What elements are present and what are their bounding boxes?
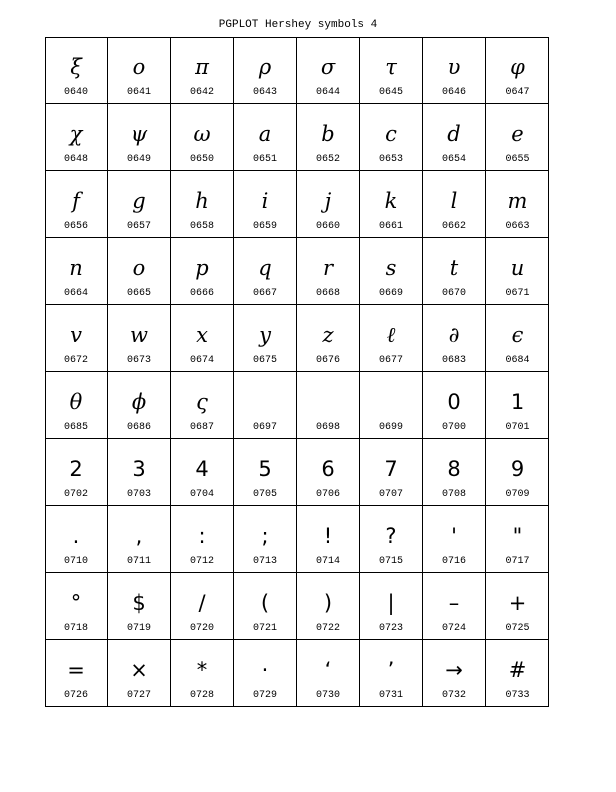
symbol-glyph: ° bbox=[70, 591, 82, 615]
symbol-glyph: . bbox=[72, 524, 80, 548]
symbol-cell bbox=[360, 439, 423, 506]
symbol-code: 0668 bbox=[315, 288, 340, 299]
symbol-cell bbox=[486, 640, 549, 707]
symbol-code: 0647 bbox=[505, 87, 530, 98]
symbol-cell bbox=[423, 506, 486, 573]
symbol-glyph: n bbox=[69, 256, 83, 280]
symbol-cell bbox=[108, 640, 171, 707]
symbol-code: 0720 bbox=[189, 623, 214, 634]
symbol-glyph: ς bbox=[196, 390, 208, 414]
symbol-code: 0726 bbox=[63, 690, 88, 701]
symbol-glyph: 0 bbox=[447, 390, 461, 414]
symbol-code: 0687 bbox=[189, 422, 214, 433]
symbol-code: 0662 bbox=[441, 221, 466, 232]
symbol-glyph: υ bbox=[447, 55, 461, 79]
symbol-cell bbox=[360, 640, 423, 707]
symbol-cell bbox=[486, 104, 549, 171]
symbol-cell bbox=[108, 37, 171, 104]
symbol-cell bbox=[234, 506, 297, 573]
symbol-code: 0640 bbox=[63, 87, 88, 98]
symbol-glyph: , bbox=[135, 524, 143, 548]
symbol-cell bbox=[171, 573, 234, 640]
symbol-code: 0731 bbox=[378, 690, 403, 701]
symbol-code: 0698 bbox=[315, 422, 340, 433]
symbol-glyph bbox=[234, 386, 296, 418]
symbol-cell bbox=[108, 573, 171, 640]
symbol-glyph: s bbox=[385, 256, 397, 280]
symbol-cell bbox=[486, 573, 549, 640]
symbol-code: 0703 bbox=[126, 489, 151, 500]
symbol-code: 0653 bbox=[378, 154, 403, 165]
symbol-glyph bbox=[297, 386, 359, 418]
symbol-code: 0661 bbox=[378, 221, 403, 232]
symbol-code: 0676 bbox=[315, 355, 340, 366]
symbol-glyph: 4 bbox=[195, 457, 209, 481]
symbol-cell bbox=[45, 238, 108, 305]
symbol-code: 0672 bbox=[63, 355, 88, 366]
symbol-glyph: ϕ bbox=[131, 390, 147, 414]
symbol-code: 0702 bbox=[63, 489, 88, 500]
symbol-cell bbox=[360, 506, 423, 573]
symbol-glyph: ω bbox=[193, 122, 211, 146]
symbol-cell bbox=[171, 305, 234, 372]
symbol-code: 0655 bbox=[505, 154, 530, 165]
symbol-glyph: 3 bbox=[132, 457, 146, 481]
symbol-glyph: ℓ bbox=[386, 323, 396, 347]
symbol-glyph: ∂ bbox=[448, 323, 460, 347]
symbol-cell bbox=[45, 640, 108, 707]
symbol-code: 0643 bbox=[252, 87, 277, 98]
symbol-glyph: ρ bbox=[258, 55, 272, 79]
symbol-code: 0645 bbox=[378, 87, 403, 98]
symbol-code: 0646 bbox=[441, 87, 466, 98]
symbol-code: 0727 bbox=[126, 690, 151, 701]
symbol-glyph: ( bbox=[260, 591, 270, 615]
symbol-code: 0716 bbox=[441, 556, 466, 567]
symbol-cell bbox=[234, 439, 297, 506]
symbol-cell bbox=[45, 439, 108, 506]
symbol-glyph: q bbox=[258, 256, 272, 280]
symbol-cell bbox=[297, 372, 360, 439]
symbol-code: 0667 bbox=[252, 288, 277, 299]
symbol-code: 0709 bbox=[505, 489, 530, 500]
symbol-glyph: ο bbox=[132, 55, 146, 79]
symbol-glyph: ' bbox=[451, 524, 457, 548]
symbol-cell bbox=[423, 305, 486, 372]
symbol-glyph: l bbox=[450, 189, 458, 213]
symbol-glyph: ‘ bbox=[324, 658, 332, 682]
symbol-glyph: y bbox=[259, 323, 271, 347]
symbol-cell bbox=[486, 372, 549, 439]
symbol-code: 0663 bbox=[505, 221, 530, 232]
symbol-code: 0710 bbox=[63, 556, 88, 567]
symbol-cell bbox=[234, 37, 297, 104]
symbol-glyph: 9 bbox=[510, 457, 525, 481]
symbol-cell bbox=[234, 171, 297, 238]
symbol-code: 0683 bbox=[441, 355, 466, 366]
symbol-code: 0664 bbox=[63, 288, 88, 299]
symbol-code: 0670 bbox=[441, 288, 466, 299]
symbol-code: 0728 bbox=[189, 690, 214, 701]
symbol-glyph: t bbox=[449, 256, 459, 280]
symbol-cell bbox=[45, 104, 108, 171]
symbol-cell bbox=[486, 37, 549, 104]
symbol-code: 0714 bbox=[315, 556, 340, 567]
symbol-glyph: | bbox=[387, 591, 395, 615]
symbol-code: 0732 bbox=[441, 690, 466, 701]
symbol-code: 0677 bbox=[378, 355, 403, 366]
symbol-code: 0705 bbox=[252, 489, 277, 500]
symbol-cell bbox=[108, 171, 171, 238]
symbol-glyph: a bbox=[258, 122, 272, 146]
symbol-code: 0708 bbox=[441, 489, 466, 500]
symbol-glyph: h bbox=[195, 189, 209, 213]
symbol-glyph: g bbox=[132, 189, 146, 213]
symbol-cell bbox=[45, 37, 108, 104]
symbol-code: 0673 bbox=[126, 355, 151, 366]
symbol-cell bbox=[45, 305, 108, 372]
symbol-code: 0699 bbox=[378, 422, 403, 433]
symbol-glyph: 8 bbox=[447, 457, 461, 481]
symbol-cell bbox=[45, 171, 108, 238]
symbol-code: 0723 bbox=[378, 623, 403, 634]
symbol-glyph: ! bbox=[323, 524, 333, 548]
symbol-cell bbox=[234, 573, 297, 640]
symbol-cell bbox=[171, 506, 234, 573]
symbol-cell bbox=[45, 506, 108, 573]
symbol-glyph: d bbox=[447, 122, 461, 146]
symbol-cell bbox=[171, 640, 234, 707]
symbol-code: 0712 bbox=[189, 556, 214, 567]
symbol-code: 0659 bbox=[252, 221, 277, 232]
symbol-glyph: i bbox=[261, 189, 269, 213]
symbol-glyph bbox=[360, 386, 422, 418]
symbol-glyph: u bbox=[510, 256, 525, 280]
symbol-code: 0711 bbox=[126, 556, 151, 567]
symbol-glyph: 5 bbox=[258, 457, 272, 481]
symbol-glyph: f bbox=[72, 189, 80, 213]
symbol-glyph: + bbox=[508, 591, 527, 615]
symbol-glyph: $ bbox=[132, 591, 146, 615]
symbol-code: 0644 bbox=[315, 87, 340, 98]
symbol-code: 0654 bbox=[441, 154, 466, 165]
symbol-code: 0700 bbox=[441, 422, 466, 433]
symbol-cell bbox=[423, 238, 486, 305]
symbol-code: 0669 bbox=[378, 288, 403, 299]
symbol-glyph: m bbox=[507, 189, 528, 213]
symbol-cell bbox=[297, 305, 360, 372]
symbol-code: 0671 bbox=[505, 288, 530, 299]
symbol-code: 0656 bbox=[63, 221, 88, 232]
symbol-cell bbox=[45, 372, 108, 439]
symbol-glyph: " bbox=[512, 524, 523, 548]
symbol-code: 0675 bbox=[252, 355, 277, 366]
symbol-cell bbox=[360, 171, 423, 238]
symbol-grid bbox=[45, 37, 549, 707]
symbol-cell bbox=[234, 640, 297, 707]
symbol-glyph: # bbox=[508, 658, 527, 682]
symbol-code: 0729 bbox=[252, 690, 277, 701]
symbol-cell bbox=[234, 104, 297, 171]
symbol-glyph: χ bbox=[69, 122, 83, 146]
symbol-glyph: θ bbox=[69, 390, 83, 414]
symbol-cell bbox=[423, 104, 486, 171]
symbol-cell bbox=[234, 305, 297, 372]
symbol-cell bbox=[360, 37, 423, 104]
symbol-cell bbox=[297, 171, 360, 238]
symbol-cell bbox=[108, 238, 171, 305]
symbol-cell bbox=[297, 573, 360, 640]
symbol-cell bbox=[360, 104, 423, 171]
symbol-code: 0715 bbox=[378, 556, 403, 567]
symbol-glyph: · bbox=[261, 658, 269, 682]
symbol-glyph: = bbox=[67, 658, 85, 682]
symbol-glyph: j bbox=[324, 189, 332, 213]
symbol-cell bbox=[108, 439, 171, 506]
symbol-cell bbox=[423, 573, 486, 640]
symbol-code: 0657 bbox=[126, 221, 151, 232]
symbol-code: 0718 bbox=[63, 623, 88, 634]
symbol-glyph: * bbox=[196, 658, 208, 682]
symbol-cell bbox=[297, 439, 360, 506]
symbol-glyph: π bbox=[195, 55, 209, 79]
symbol-code: 0724 bbox=[441, 623, 466, 634]
symbol-code: 0685 bbox=[63, 422, 88, 433]
symbol-glyph: 1 bbox=[510, 390, 525, 414]
symbol-code: 0730 bbox=[315, 690, 340, 701]
symbol-glyph: e bbox=[511, 122, 524, 146]
symbol-cell bbox=[360, 305, 423, 372]
symbol-cell bbox=[486, 439, 549, 506]
symbol-cell bbox=[486, 171, 549, 238]
symbol-cell bbox=[423, 171, 486, 238]
symbol-glyph: c bbox=[385, 122, 397, 146]
symbol-cell bbox=[297, 37, 360, 104]
symbol-cell bbox=[171, 171, 234, 238]
symbol-cell bbox=[423, 37, 486, 104]
symbol-code: 0704 bbox=[189, 489, 214, 500]
symbol-cell bbox=[171, 104, 234, 171]
symbol-cell bbox=[45, 573, 108, 640]
symbol-glyph: ; bbox=[261, 524, 269, 548]
symbol-glyph: w bbox=[130, 323, 148, 347]
symbol-glyph: → bbox=[445, 658, 463, 682]
symbol-glyph: ’ bbox=[387, 658, 395, 682]
symbol-glyph: r bbox=[322, 256, 334, 280]
symbol-code: 0722 bbox=[315, 623, 340, 634]
symbol-code: 0707 bbox=[378, 489, 403, 500]
symbol-cell bbox=[297, 506, 360, 573]
symbol-cell bbox=[108, 372, 171, 439]
symbol-code: 0652 bbox=[315, 154, 340, 165]
symbol-code: 0719 bbox=[126, 623, 151, 634]
symbol-code: 0697 bbox=[252, 422, 277, 433]
symbol-cell bbox=[423, 640, 486, 707]
symbol-glyph: b bbox=[321, 122, 335, 146]
symbol-code: 0642 bbox=[189, 87, 214, 98]
symbol-code: 0725 bbox=[505, 623, 530, 634]
symbol-code: 0649 bbox=[126, 154, 151, 165]
symbol-glyph: ϵ bbox=[511, 323, 524, 347]
symbol-glyph: σ bbox=[320, 55, 336, 79]
symbol-code: 0658 bbox=[189, 221, 214, 232]
symbol-code: 0713 bbox=[252, 556, 277, 567]
symbol-glyph: : bbox=[198, 524, 206, 548]
symbol-code: 0706 bbox=[315, 489, 340, 500]
symbol-glyph: ψ bbox=[130, 122, 148, 146]
symbol-glyph: x bbox=[196, 323, 208, 347]
symbol-cell bbox=[297, 640, 360, 707]
symbol-glyph: – bbox=[448, 591, 460, 615]
symbol-cell bbox=[171, 238, 234, 305]
symbol-glyph: ? bbox=[385, 524, 397, 548]
symbol-cell bbox=[234, 238, 297, 305]
symbol-glyph: o bbox=[132, 256, 146, 280]
symbol-cell bbox=[108, 506, 171, 573]
symbol-code: 0717 bbox=[505, 556, 530, 567]
symbol-code: 0648 bbox=[63, 154, 88, 165]
symbol-code: 0666 bbox=[189, 288, 214, 299]
symbol-glyph: 7 bbox=[384, 457, 398, 481]
symbol-glyph: 2 bbox=[69, 457, 83, 481]
symbol-cell bbox=[360, 573, 423, 640]
symbol-glyph: × bbox=[130, 658, 148, 682]
symbol-cell bbox=[234, 372, 297, 439]
symbol-cell bbox=[108, 305, 171, 372]
symbol-glyph: v bbox=[70, 323, 82, 347]
symbol-cell bbox=[486, 305, 549, 372]
symbol-code: 0701 bbox=[505, 422, 530, 433]
symbol-code: 0721 bbox=[252, 623, 277, 634]
symbol-cell bbox=[297, 104, 360, 171]
symbol-cell bbox=[360, 238, 423, 305]
symbol-code: 0733 bbox=[505, 690, 530, 701]
symbol-glyph: 6 bbox=[321, 457, 335, 481]
symbol-glyph: φ bbox=[510, 55, 525, 79]
symbol-cell bbox=[297, 238, 360, 305]
symbol-cell bbox=[423, 439, 486, 506]
symbol-code: 0641 bbox=[126, 87, 151, 98]
symbol-code: 0684 bbox=[505, 355, 530, 366]
symbol-glyph: / bbox=[198, 591, 206, 615]
symbol-cell bbox=[171, 372, 234, 439]
symbol-code: 0650 bbox=[189, 154, 214, 165]
symbol-glyph: ) bbox=[323, 591, 333, 615]
symbol-cell bbox=[171, 37, 234, 104]
symbol-cell bbox=[486, 506, 549, 573]
symbol-code: 0660 bbox=[315, 221, 340, 232]
symbol-code: 0665 bbox=[126, 288, 151, 299]
symbol-glyph: ξ bbox=[70, 55, 82, 79]
symbol-code: 0674 bbox=[189, 355, 214, 366]
symbol-code: 0651 bbox=[252, 154, 277, 165]
symbol-code: 0686 bbox=[126, 422, 151, 433]
symbol-cell bbox=[360, 372, 423, 439]
symbol-glyph: k bbox=[384, 189, 398, 213]
symbol-glyph: τ bbox=[385, 55, 397, 79]
symbol-cell bbox=[486, 238, 549, 305]
symbol-cell bbox=[423, 372, 486, 439]
symbol-cell bbox=[108, 104, 171, 171]
symbol-glyph: z bbox=[322, 323, 334, 347]
page-title: PGPLOT Hershey symbols 4 bbox=[218, 19, 378, 31]
symbol-glyph: p bbox=[195, 256, 209, 280]
symbol-cell bbox=[171, 439, 234, 506]
